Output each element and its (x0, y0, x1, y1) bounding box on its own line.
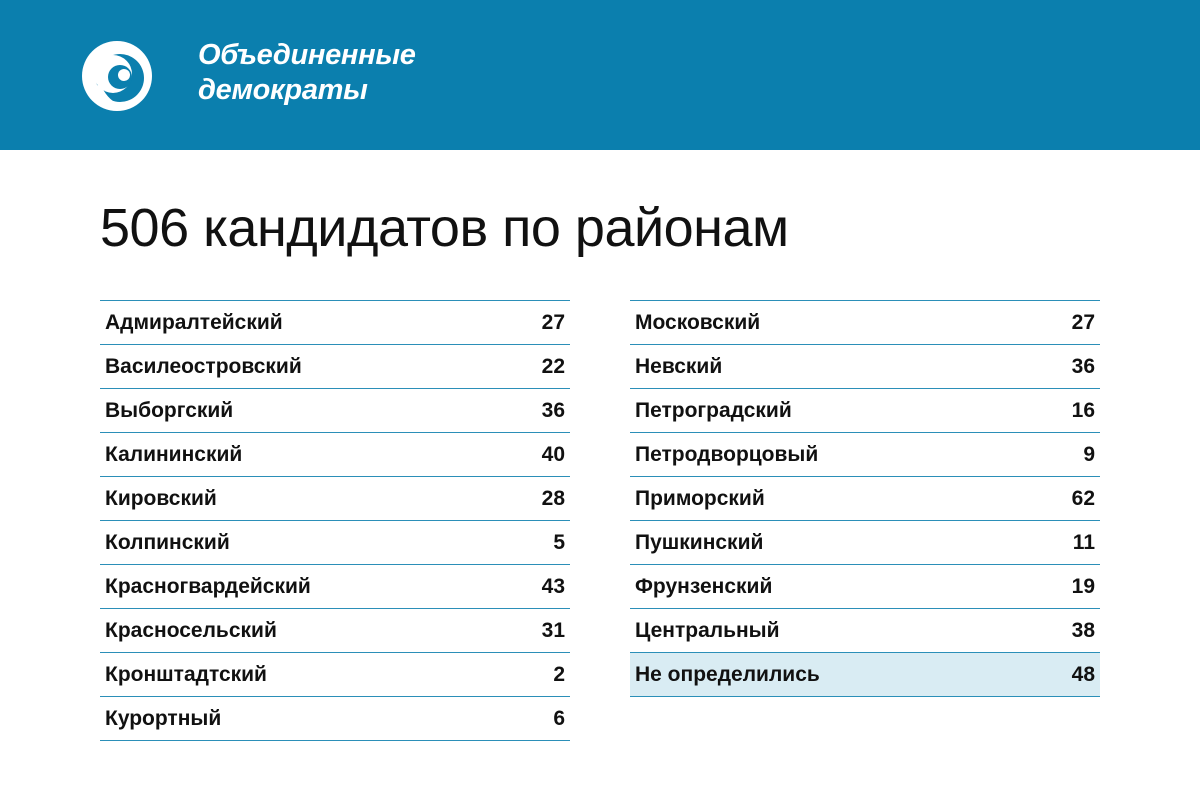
candidate-count: 19 (1071, 574, 1095, 598)
district-name: Курортный (105, 706, 222, 730)
table-row (630, 521, 1100, 565)
district-name: Кировский (105, 486, 217, 510)
candidate-count: 31 (541, 618, 565, 642)
candidate-count: 11 (1072, 530, 1095, 554)
candidate-count: 62 (1071, 486, 1095, 510)
table-row (100, 389, 570, 433)
page-title: 506 кандидатов по районам (100, 198, 789, 258)
district-name: Калининский (105, 442, 243, 466)
table-row (630, 433, 1100, 477)
candidate-count: 27 (541, 310, 565, 334)
candidate-count: 5 (553, 530, 565, 554)
district-name: Невский (635, 354, 723, 378)
district-table-left (100, 300, 570, 741)
district-name: Кронштадтский (105, 662, 267, 686)
district-name: Центральный (635, 618, 780, 642)
district-name: Выборгский (105, 398, 234, 422)
table-row (630, 653, 1100, 697)
district-name: Приморский (635, 486, 765, 510)
table-row (630, 389, 1100, 433)
candidate-count: 36 (1071, 354, 1095, 378)
candidate-count: 40 (541, 442, 565, 466)
district-name: Фрунзенский (635, 574, 773, 598)
district-name: Пушкинский (635, 530, 764, 554)
candidate-count: 38 (1071, 618, 1095, 642)
table-row (630, 565, 1100, 609)
candidate-count: 28 (541, 486, 565, 510)
candidate-count: 2 (553, 662, 565, 686)
brand-line-1: Объединенные (198, 39, 416, 71)
district-name: Петродворцовый (635, 442, 819, 466)
candidate-count: 16 (1071, 398, 1095, 422)
header-bar (0, 0, 1200, 150)
brand-line-2: демократы (198, 74, 368, 106)
candidate-count: 43 (541, 574, 565, 598)
logo-icon (80, 39, 154, 113)
table-row (100, 521, 570, 565)
table-row (100, 477, 570, 521)
district-name: Красносельский (105, 618, 277, 642)
table-row (100, 565, 570, 609)
candidate-count: 22 (541, 354, 565, 378)
candidate-count: 27 (1071, 310, 1095, 334)
district-name: Московский (635, 310, 761, 334)
table-row (630, 345, 1100, 389)
table-row (630, 477, 1100, 521)
district-name: Василеостровский (105, 354, 302, 378)
candidate-count: 36 (541, 398, 565, 422)
district-name: Колпинский (105, 530, 230, 554)
table-row (100, 697, 570, 741)
district-name: Адмиралтейский (105, 310, 283, 334)
table-row (100, 653, 570, 697)
table-row (100, 433, 570, 477)
district-name: Не определились (635, 662, 820, 686)
table-row (630, 301, 1100, 345)
district-name: Красногвардейский (105, 574, 311, 598)
district-table-right (630, 300, 1100, 697)
candidate-count: 9 (1083, 442, 1095, 466)
table-row (100, 345, 570, 389)
candidate-count: 48 (1071, 662, 1095, 686)
table-row (100, 301, 570, 345)
brand-name (198, 38, 416, 108)
table-row (100, 609, 570, 653)
district-name: Петроградский (635, 398, 792, 422)
candidate-count: 6 (553, 706, 565, 730)
table-row (630, 609, 1100, 653)
